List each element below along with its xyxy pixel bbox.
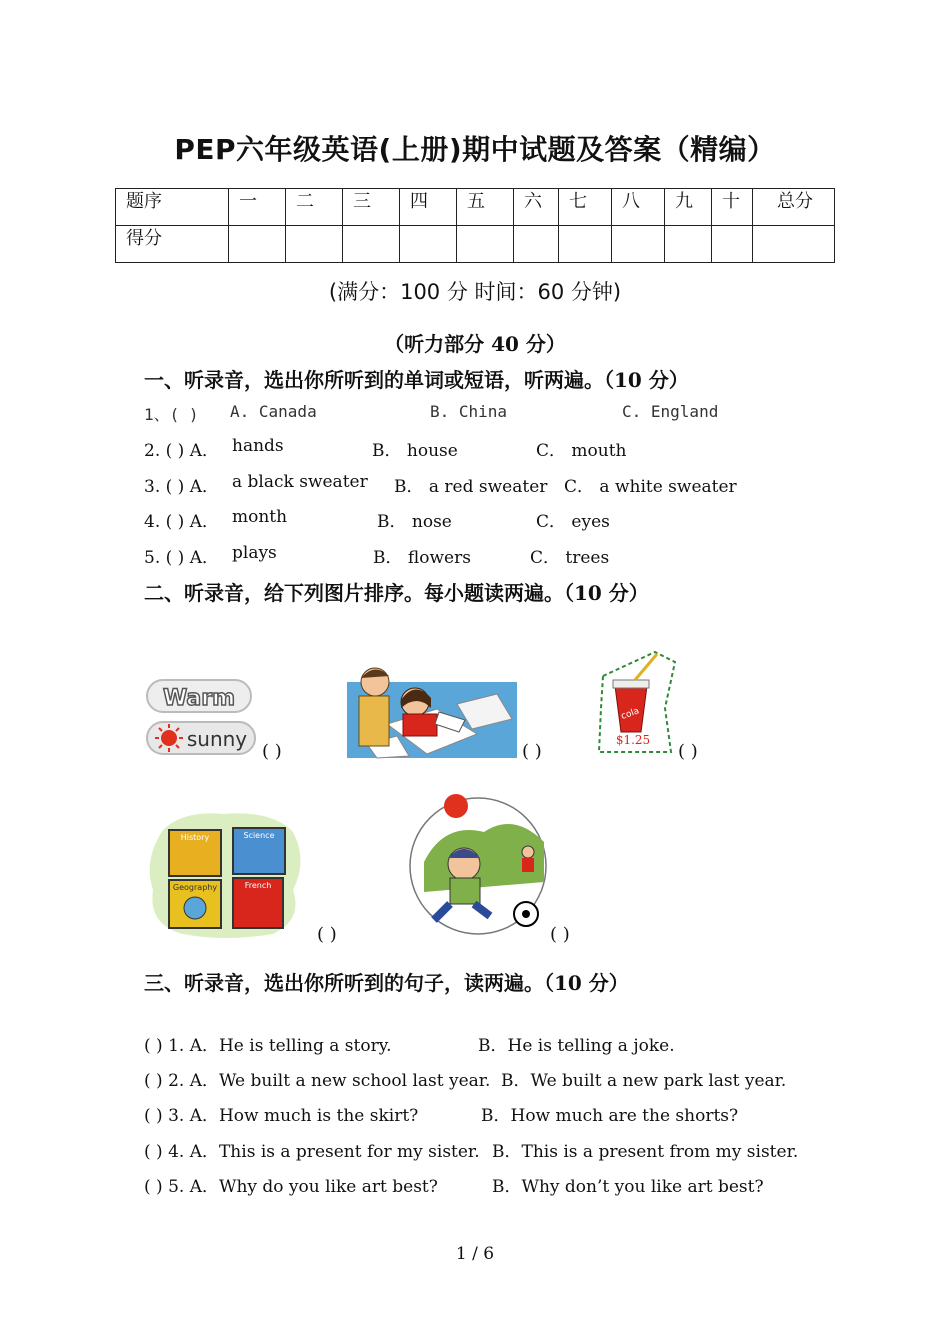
score-cell[interactable] (612, 226, 665, 263)
weather-words-picture (145, 678, 260, 758)
q3-option-a: a black sweater (232, 472, 368, 492)
score-cell[interactable] (712, 226, 753, 263)
q2-row (144, 436, 844, 460)
exam-info: (满分：100 分 时间：60 分钟) (328, 280, 622, 304)
q1-option-c: C. England (622, 402, 719, 421)
score-cell[interactable] (229, 226, 286, 263)
s3-q2-a: ( ) 2. A．We built a new school last year. (144, 1071, 491, 1091)
answer-paren-2[interactable]: ( ) (522, 741, 542, 762)
score-table (115, 188, 835, 263)
q3-option-c: C． a white sweater (564, 477, 737, 497)
score-col: 二 (286, 189, 343, 226)
q5-option-b: B． flowers (373, 548, 471, 568)
s3-q3-b: B．How much are the shorts? (481, 1106, 739, 1126)
q2-option-a: hands (232, 436, 284, 456)
s3-q4-a: ( ) 4. A．This is a present for my sister. (144, 1142, 480, 1162)
s3-q1-a: ( ) 1. A．He is telling a story. (144, 1036, 392, 1056)
score-cell[interactable] (514, 226, 559, 263)
score-cell[interactable] (457, 226, 514, 263)
section3-heading: 三、听录音，选出你所听到的句子，读两遍。（10 分） (144, 971, 629, 995)
q2-option-c: C． mouth (536, 441, 627, 461)
q4-option-b: B． nose (377, 512, 452, 532)
sunny-label: sunny (186, 727, 248, 751)
q2-option-b: B． house (372, 441, 458, 461)
q5-row (144, 543, 844, 567)
score-col: 一 (229, 189, 286, 226)
score-table-score-row (116, 226, 835, 263)
q3-prefix: 3. ( ) A． (144, 477, 219, 497)
page-number: 1 / 6 (455, 1244, 495, 1264)
score-col: 九 (665, 189, 712, 226)
section1-heading: 一、听录音，选出你所听到的单词或短语，听两遍。（10 分） (144, 368, 689, 392)
answer-paren-1[interactable]: ( ) (262, 741, 282, 762)
price-label: $1.25 (615, 733, 651, 747)
listening-part-label: （听力部分 40 分） (384, 332, 566, 356)
book-history: History (180, 833, 210, 842)
s3-row-5 (144, 1172, 824, 1196)
s3-q5-b: B．Why don’t you like art best? (492, 1177, 764, 1197)
book-science: Science (243, 831, 275, 840)
score-cell[interactable] (665, 226, 712, 263)
score-col: 十 (712, 189, 753, 226)
q1-option-a: A. Canada (230, 402, 317, 421)
q4-option-a: month (232, 507, 288, 527)
q1-option-b: B. China (430, 402, 508, 421)
q4-option-c: C． eyes (536, 512, 610, 532)
s3-q5-a: ( ) 5. A．Why do you like art best? (144, 1177, 438, 1197)
q5-option-a: plays (232, 543, 277, 563)
football-park-picture (404, 792, 550, 934)
score-cell[interactable] (559, 226, 612, 263)
q2-prefix: 2. ( ) A． (144, 441, 219, 461)
s3-q4-b: B．This is a present from my sister. (492, 1142, 799, 1162)
score-total-label: 总分 (753, 189, 835, 226)
s3-row-2 (144, 1066, 824, 1090)
cola-label: cola (619, 706, 641, 722)
answer-paren-3[interactable]: ( ) (678, 741, 698, 762)
q4-prefix: 4. ( ) A． (144, 512, 219, 532)
score-table-header-row (116, 189, 835, 226)
q5-option-c: C． trees (530, 548, 610, 568)
subject-books-picture (143, 810, 303, 940)
score-cell[interactable] (400, 226, 457, 263)
warm-label: Warm (162, 686, 236, 711)
score-col: 七 (559, 189, 612, 226)
cola-price-picture (595, 648, 679, 754)
q1-prefix: 1、( ) (144, 405, 199, 424)
s3-q3-a: ( ) 3. A．How much is the skirt? (144, 1106, 419, 1126)
book-geography: Geography (172, 883, 218, 892)
s3-q2-b: B．We built a new park last year. (501, 1071, 787, 1091)
q3-option-b: B． a red sweater (394, 477, 548, 497)
score-col: 六 (514, 189, 559, 226)
score-col: 四 (400, 189, 457, 226)
score-cell[interactable] (286, 226, 343, 263)
score-row-label: 得分 (116, 226, 229, 263)
q4-row (144, 507, 844, 531)
page-title: PEP六年级英语(上册)期中试题及答案（精编） (174, 133, 776, 166)
score-table-header-label: 题序 (116, 189, 229, 226)
answer-paren-4[interactable]: ( ) (317, 924, 337, 945)
q3-row (144, 472, 844, 496)
s3-row-1 (144, 1031, 824, 1055)
classroom-writing-picture (347, 664, 517, 758)
book-french: French (244, 881, 272, 890)
score-col: 三 (343, 189, 400, 226)
s3-q1-b: B．He is telling a joke. (478, 1036, 675, 1056)
s3-row-3 (144, 1101, 824, 1125)
section2-heading: 二、听录音，给下列图片排序。每小题读两遍。（10 分） (144, 581, 649, 605)
q1-row (144, 402, 844, 426)
s3-row-4 (144, 1137, 824, 1161)
score-col: 五 (457, 189, 514, 226)
q5-prefix: 5. ( ) A． (144, 548, 219, 568)
score-cell[interactable] (753, 226, 835, 263)
answer-paren-5[interactable]: ( ) (550, 924, 570, 945)
score-cell[interactable] (343, 226, 400, 263)
score-col: 八 (612, 189, 665, 226)
